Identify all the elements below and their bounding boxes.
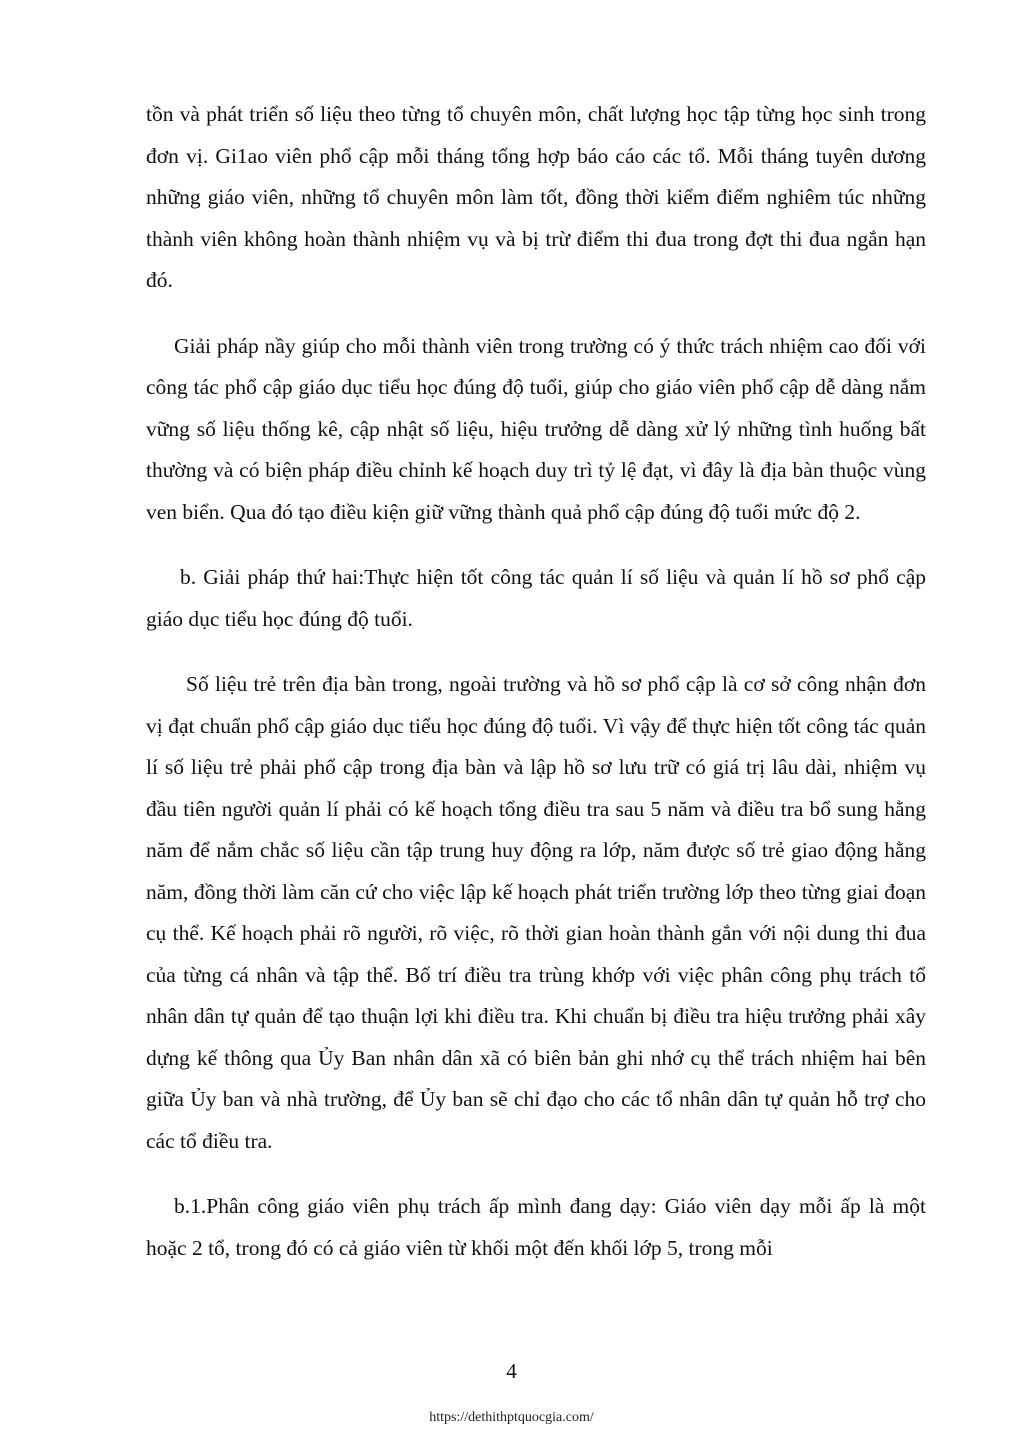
paragraph-2: Giải pháp nầy giúp cho mỗi thành viên trong trường có ý thức trách nhiệm cao đối với công tác phổ cập giáo dục tiểu học đúng độ tuổi, giúp cho giáo viên phổ cập dễ dàng nắm vững số liệu thống kê, cập nhật số liệu, hiệu trưởng dễ dàng xử lý những tình huống bất thường và có biện pháp điều chỉnh kế hoạch duy trì tỷ lệ đạt, vì đây là địa bàn thuộc vùng ven biển. Qua đó tạo điều kiện giữ vững thành quả phổ cập đúng độ tuổi mức độ 2. (146, 333, 926, 524)
paragraph-4: Số liệu trẻ trên địa bàn trong, ngoài trường và hồ sơ phổ cập là cơ sở công nhận đơn vị đạt chuẩn phổ cập giáo dục tiểu học đúng độ tuổi. Vì vậy để thực hiện tốt công tác quản lí số liệu trẻ phải phổ cập trong địa bàn và lập hồ sơ lưu trữ có giá trị lâu dài, nhiệm vụ đầu tiên người quản lí phải có kế hoạch tổng điều tra sau 5 năm và điều tra bổ sung hằng năm để nắm chắc số liệu cần tập trung huy động ra lớp, năm được số trẻ giao động hằng năm, đồng thời làm căn cứ cho việc lập kế hoạch phát triển trường lớp theo từng giai đoạn cụ thể. Kế hoạch phải rõ người, rõ việc, rõ thời gian hoàn thành gắn với nội dung thi đua của từng cá nhân và tập thể. Bố trí điều tra trùng khớp với việc phân công phụ trách tổ nhân dân tự quản để tạo thuận lợi khi điều tra. Khi chuẩn bị điều tra hiệu trưởng phải xây dựng kế thông qua Ủy Ban nhân dân xã có biên bản ghi nhớ cụ thể trách nhiệm hai bên giữa Ủy ban và nhà trường, để Ủy ban sẽ chỉ đạo cho các tổ nhân dân tự quản hỗ trợ cho các tổ điều tra. (146, 672, 926, 1153)
paragraph-3: b. Giải pháp thứ hai:Thực hiện tốt công tác quản lí số liệu và quản lí hồ sơ phổ cập giáo dục tiểu học đúng độ tuổi. (146, 565, 926, 631)
footer-url-link[interactable]: https://dethithptquocgia.com/ (429, 1410, 594, 1425)
page-number: 4 (506, 1359, 517, 1383)
paragraph-5: b.1.Phân công giáo viên phụ trách ấp mình đang dạy: Giáo viên dạy mỗi ấp là một hoặc 2 tổ, trong đó có cả giáo viên từ khối một đến khối lớp 5, trong mỗi (146, 1194, 926, 1260)
document-body (146, 94, 926, 1269)
paragraph-1: tồn và phát triển số liệu theo từng tổ chuyên môn, chất lượng học tập từng học sinh trong đơn vị. Gi1ao viên phổ cập mỗi tháng tổng hợp báo cáo các tổ. Mỗi tháng tuyên dương những giáo viên, những tổ chuyên môn làm tốt, đồng thời kiểm điểm nghiêm túc những thành viên không hoàn thành nhiệm vụ và bị trừ điểm thi đua trong đợt thi đua ngắn hạn đó. (146, 102, 926, 292)
